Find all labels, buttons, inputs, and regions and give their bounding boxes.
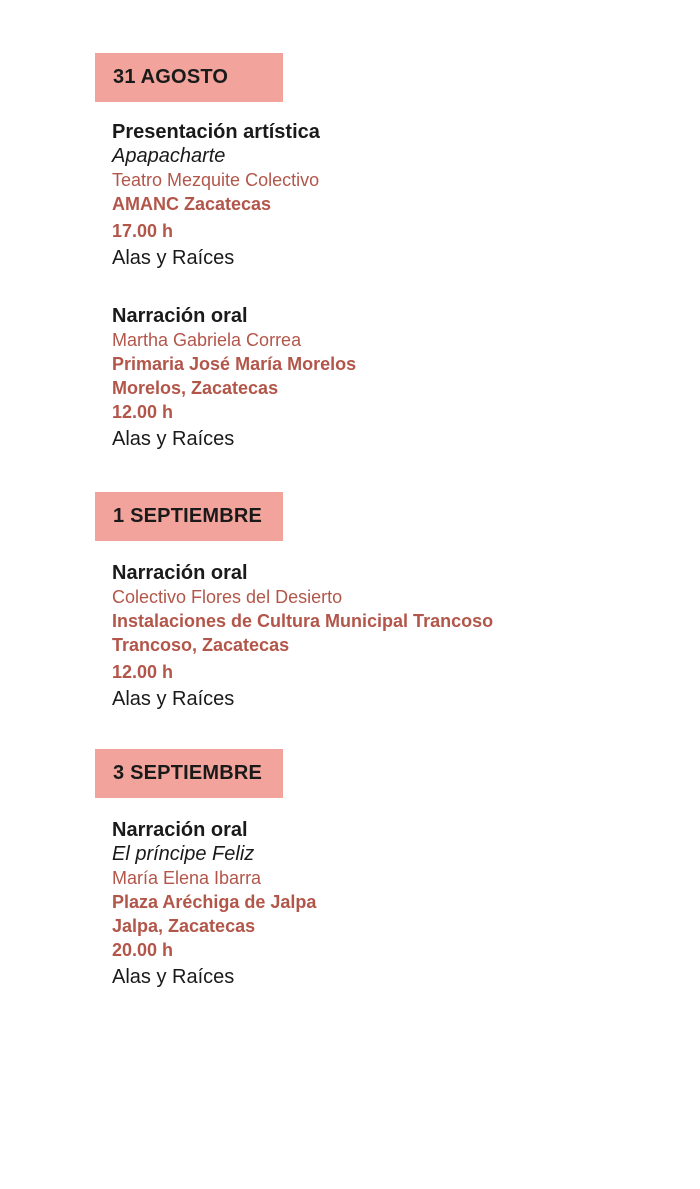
- event-type: Presentación artística: [112, 121, 320, 143]
- event-narracion-oral-ibarra: [112, 818, 672, 989]
- date-label: 3 SEPTIEMBRE: [113, 762, 263, 784]
- event-time: 20.00 h: [112, 940, 174, 960]
- event-work-title: Apapacharte: [112, 145, 226, 167]
- date-label: 31 AGOSTO: [113, 66, 229, 88]
- event-venue-city: Jalpa, Zacatecas: [112, 916, 256, 936]
- date-label: 1 SEPTIEMBRE: [113, 505, 263, 527]
- event-presentacion-artistica: [112, 120, 672, 270]
- event-program: Alas y Raíces: [112, 966, 235, 988]
- date-header-31-agosto: [95, 53, 283, 102]
- event-time: 17.00 h: [112, 221, 174, 241]
- event-type: Narración oral: [112, 819, 248, 841]
- event-performer: Colectivo Flores del Desierto: [112, 587, 343, 607]
- event-performer: Martha Gabriela Correa: [112, 330, 302, 350]
- event-time: 12.00 h: [112, 402, 174, 422]
- event-program: Alas y Raíces: [112, 688, 235, 710]
- date-header-3-septiembre: [95, 749, 283, 798]
- event-program: Alas y Raíces: [112, 428, 235, 450]
- event-performer: María Elena Ibarra: [112, 868, 262, 888]
- event-type: Narración oral: [112, 305, 248, 327]
- event-narracion-oral-correa: [112, 304, 672, 451]
- event-venue: Plaza Aréchiga de Jalpa: [112, 892, 317, 912]
- event-work-title: El príncipe Feliz: [112, 843, 255, 865]
- event-venue: Instalaciones de Cultura Municipal Trancoso: [112, 611, 494, 631]
- event-time: 12.00 h: [112, 662, 174, 682]
- event-venue-city: Trancoso, Zacatecas: [112, 635, 290, 655]
- event-type: Narración oral: [112, 562, 248, 584]
- date-header-1-septiembre: [95, 492, 283, 541]
- event-narracion-oral-flores: [112, 561, 672, 711]
- event-venue: AMANC Zacatecas: [112, 194, 272, 214]
- event-venue-city: Morelos, Zacatecas: [112, 378, 279, 398]
- event-performer: Teatro Mezquite Colectivo: [112, 170, 320, 190]
- event-program: Alas y Raíces: [112, 247, 235, 269]
- event-venue: Primaria José María Morelos: [112, 354, 357, 374]
